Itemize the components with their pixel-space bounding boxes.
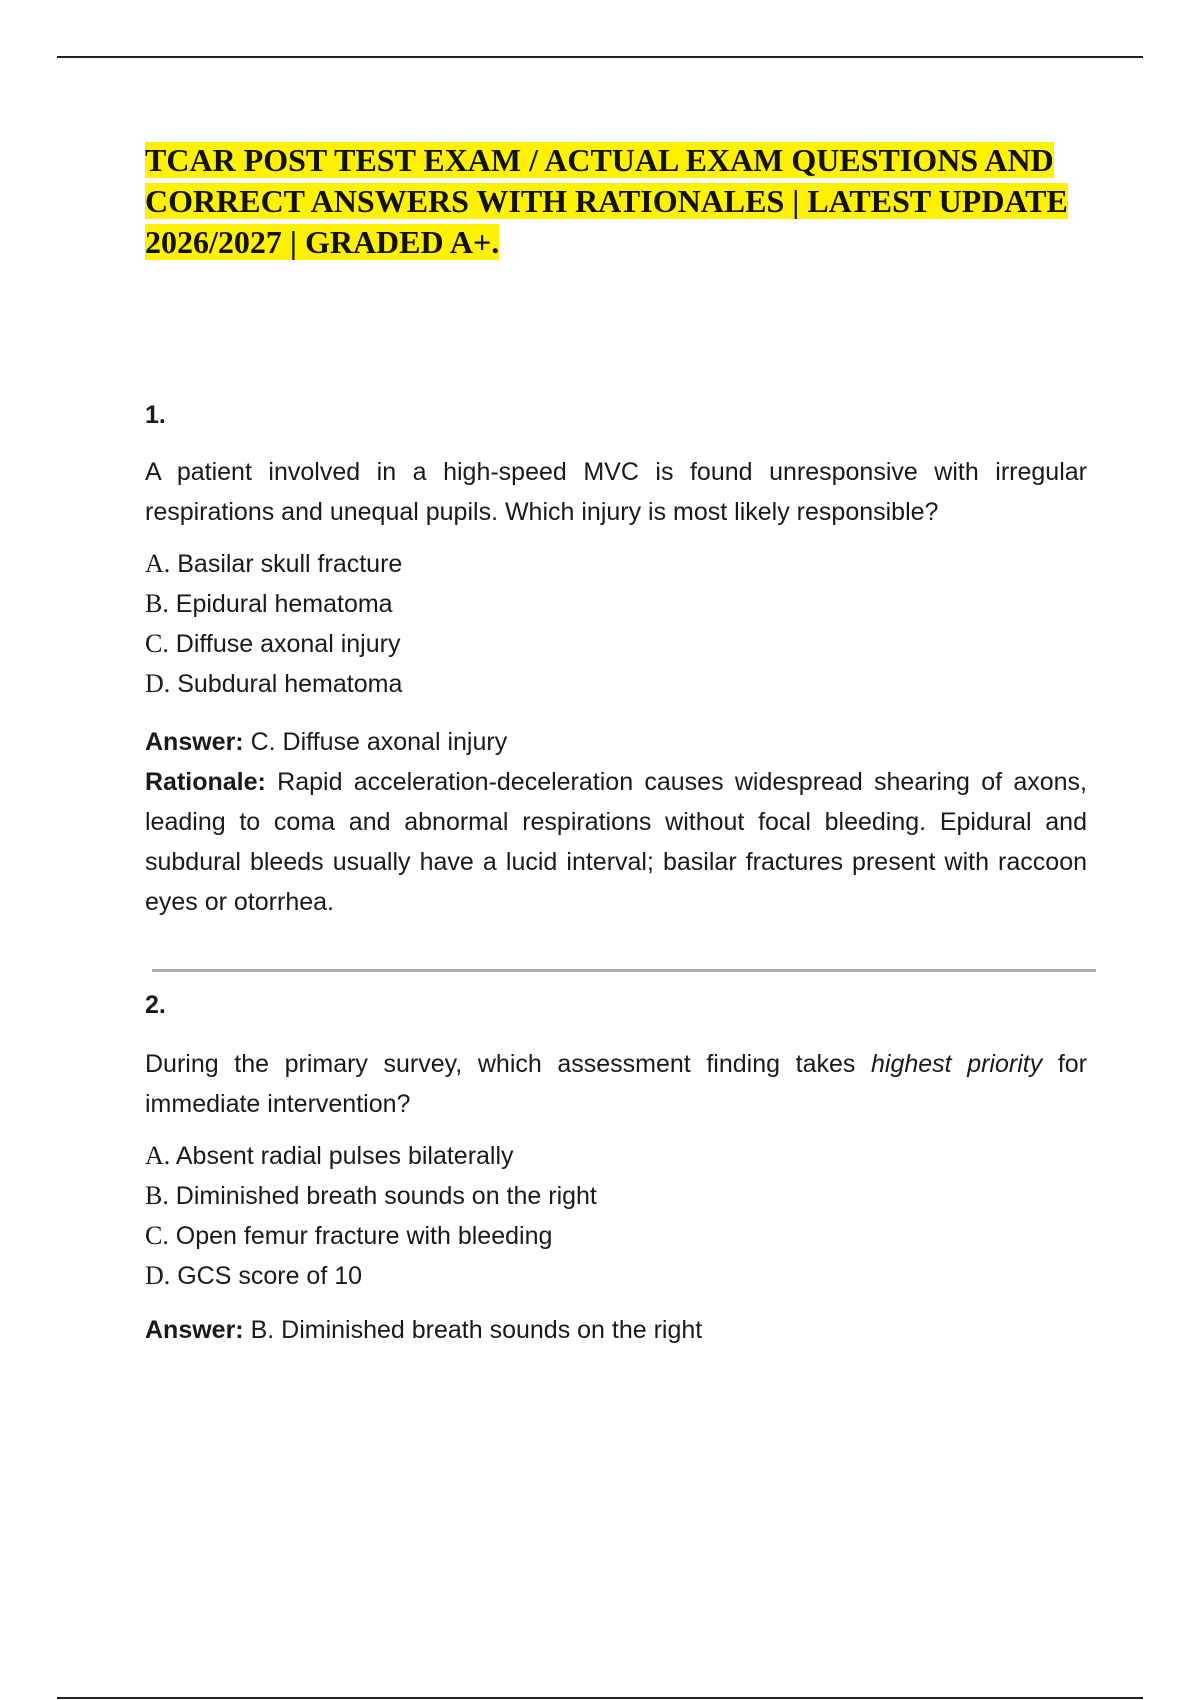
title-line-3: 2026/2027 | GRADED A+. bbox=[145, 224, 500, 260]
question-2-options bbox=[145, 1136, 1087, 1296]
rationale-label: Rationale: bbox=[145, 768, 266, 796]
question-2-option-a: A. Absent radial pulses bilaterally bbox=[145, 1141, 514, 1170]
question-2 bbox=[145, 990, 1087, 1350]
answer-label: Answer: bbox=[145, 728, 244, 756]
question-2-answer bbox=[145, 1310, 1087, 1350]
footer-rule bbox=[57, 1697, 1143, 1699]
question-2-option-c: C. Open femur fracture with bleeding bbox=[145, 1221, 553, 1250]
question-1 bbox=[145, 400, 1087, 922]
question-2-option-d: D. GCS score of 10 bbox=[145, 1261, 363, 1290]
question-1-option-b: B. Epidural hematoma bbox=[145, 589, 393, 618]
question-1-option-a: A. Basilar skull fracture bbox=[145, 549, 403, 578]
question-1-option-c: C. Diffuse axonal injury bbox=[145, 629, 401, 658]
question-divider bbox=[152, 969, 1096, 972]
title-line-1: TCAR POST TEST EXAM / ACTUAL EXAM QUESTIONS AND bbox=[145, 142, 1054, 178]
question-1-options bbox=[145, 544, 1087, 704]
header-rule bbox=[57, 56, 1143, 58]
document-title bbox=[145, 140, 1095, 263]
question-2-option-b: B. Diminished breath sounds on the right bbox=[145, 1181, 597, 1210]
question-1-option-d: D. Subdural hematoma bbox=[145, 669, 403, 698]
question-1-rationale-text: Rapid acceleration-deceleration causes widespread shearing of axons, leading to coma and abnormal respirations without focal bleeding. Epidural and subdural bleeds usually have a lucid interval; basilar fractures present with raccoon eyes or otorrhea. bbox=[145, 768, 1087, 916]
question-1-answer bbox=[145, 722, 1087, 762]
question-1-stem: A patient involved in a high-speed MVC is found unresponsive with irregular respirations and unequal pupils. Which injury is most likely responsible? bbox=[145, 458, 1087, 526]
question-2-stem: During the primary survey, which assessment finding takes highest priority for immediate intervention? bbox=[145, 1050, 1087, 1118]
answer-label: Answer: bbox=[145, 1316, 244, 1344]
question-1-rationale bbox=[145, 762, 1087, 922]
question-1-number: 1. bbox=[145, 401, 166, 429]
question-2-number: 2. bbox=[145, 991, 166, 1019]
question-1-answer-text: C. Diffuse axonal injury bbox=[250, 728, 508, 756]
question-2-answer-text: B. Diminished breath sounds on the right bbox=[250, 1316, 703, 1344]
question-2-emphasis: highest priority bbox=[870, 1050, 1043, 1078]
title-line-2: CORRECT ANSWERS WITH RATIONALES | LATEST UPDATE bbox=[145, 183, 1068, 219]
